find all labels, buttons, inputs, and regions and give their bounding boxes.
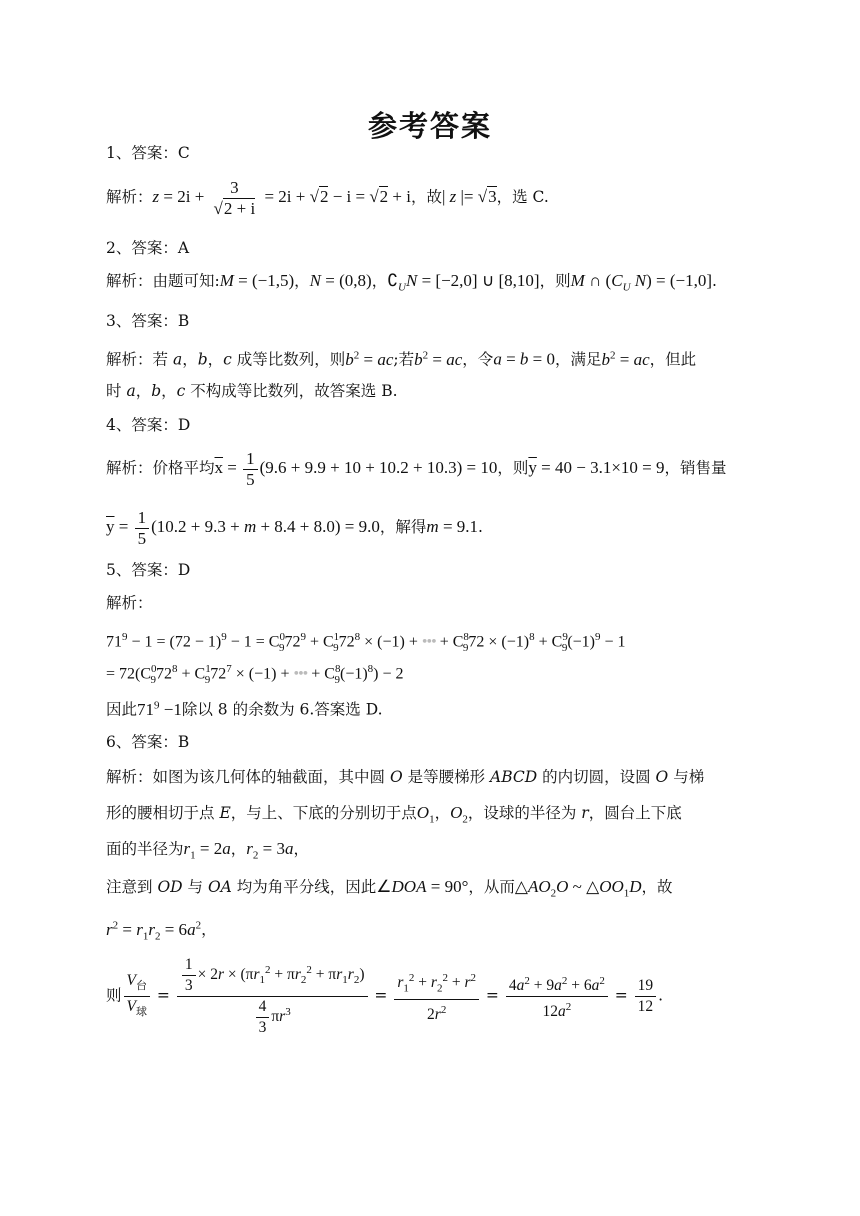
answer-4: 4、答案：D [106,416,191,434]
solution-2: 解析：由题可知:M = (−1,5)，N = (0,8)，$∁_UN = [-2,0]$ ∪ [8,10]，则M ∩ ($C_U$ N) = (−1,0]. [106,271,717,294]
solution-5-line-3: 因此$71^9 -1$除以 8 的余数为 6.答案选 D. [106,699,383,719]
answer-1: 1、答案：C [106,144,190,162]
solution-3-line-2: 时 a，b，c 不构成等比数列，故答案选 B. [106,382,398,400]
solution-6-line-2: 形的腰相切于点 E，与上、下底的分别切于点$O_1$，$O_2$，设球的半径为 r，圆台上下底 [106,803,682,826]
solution-3-line-1: 解析：若 a，b，c 成等比数列，则$b^2$ = ac;若$b^2$ = ac，令a = b = 0，满足$b^2$ = ac，但此 [106,349,697,369]
solution-6-line-5: $r^2 = r_1r_2 = 6a^2$， [106,919,217,943]
answer-2: 2、答案：A [106,239,190,257]
solution-6-line-3: 面的半径为$r_1 = 2a$，$r_2 = 3a$， [106,839,309,862]
solution-1: 解析：z = 2i + $\frac{3}{√2 + i}$ = 2i + √2 − i = √2 + i，故| z |= √3，选 C. [106,177,549,218]
answer-3: 3、答案：B [106,312,190,330]
solution-6-line-1: 解析：如图为该几何体的轴截面，其中圆 O 是等腰梯形 ABCD 的内切圆，设圆 O 与梯 [106,768,705,786]
solution-6-line-6: 则 $\frac{V_台}{V_球}$ = $\frac{1}{3}$ × $2r \times (\pi r_1^2 + \pi r_2^2 + \pi r_1r_2)$ $\frac{4}{3}$ $\pi r^3$ = $\frac{r_1^2 + r_2^2 + r^2}{2r^2}$ = $\frac{4a^2 + 9a^2 + 6a^2}{12a^2}$ = $\frac{19}{12}$ . [106,956,664,1036]
solution-6-line-4: 注意到 OD 与 OA 均为角平分线，因此∠DOA = 90°，从而$\triangle AO_2O$ ~ $\triangle OO_1D$，故 [106,877,673,900]
solution-4-line-2: $\overline{y}$ = $\frac{1}{5}$ (10.2 + 9.3 + m + 8.4 + 8.0) = 9.0，解得m = 9.1. [106,507,483,548]
answer-6: 6、答案：B [106,733,190,751]
answer-5: 5、答案：D [106,561,191,579]
solution-5-line-2: = $72(C^0_972^8 + C^1_972^7 \times (-1)$ + ••• + $C^8_9(-1)^8) - 2$ [106,663,404,686]
solution-4-line-1: 解析：价格平均$\overline{x}$ = $\frac{1}{5}$ (9.6 + 9.9 + 10 + 10.2 + 10.3) = 10，则$\overline{y} = 40 - 3.1\times 10 = 9$，销售量 [106,448,727,489]
solution-5-label: 解析： [106,594,153,612]
page-title: 参考答案 [367,109,492,143]
solution-5-line-1: $71^9 - 1 = (72 - 1)^9 - 1 = C^0_972^9 + C^1_972^8 \times (-1)$ + ••• + $C^8_972 \times (-1)^8 + C^9_9(-1)^9 - 1$ [106,631,626,654]
